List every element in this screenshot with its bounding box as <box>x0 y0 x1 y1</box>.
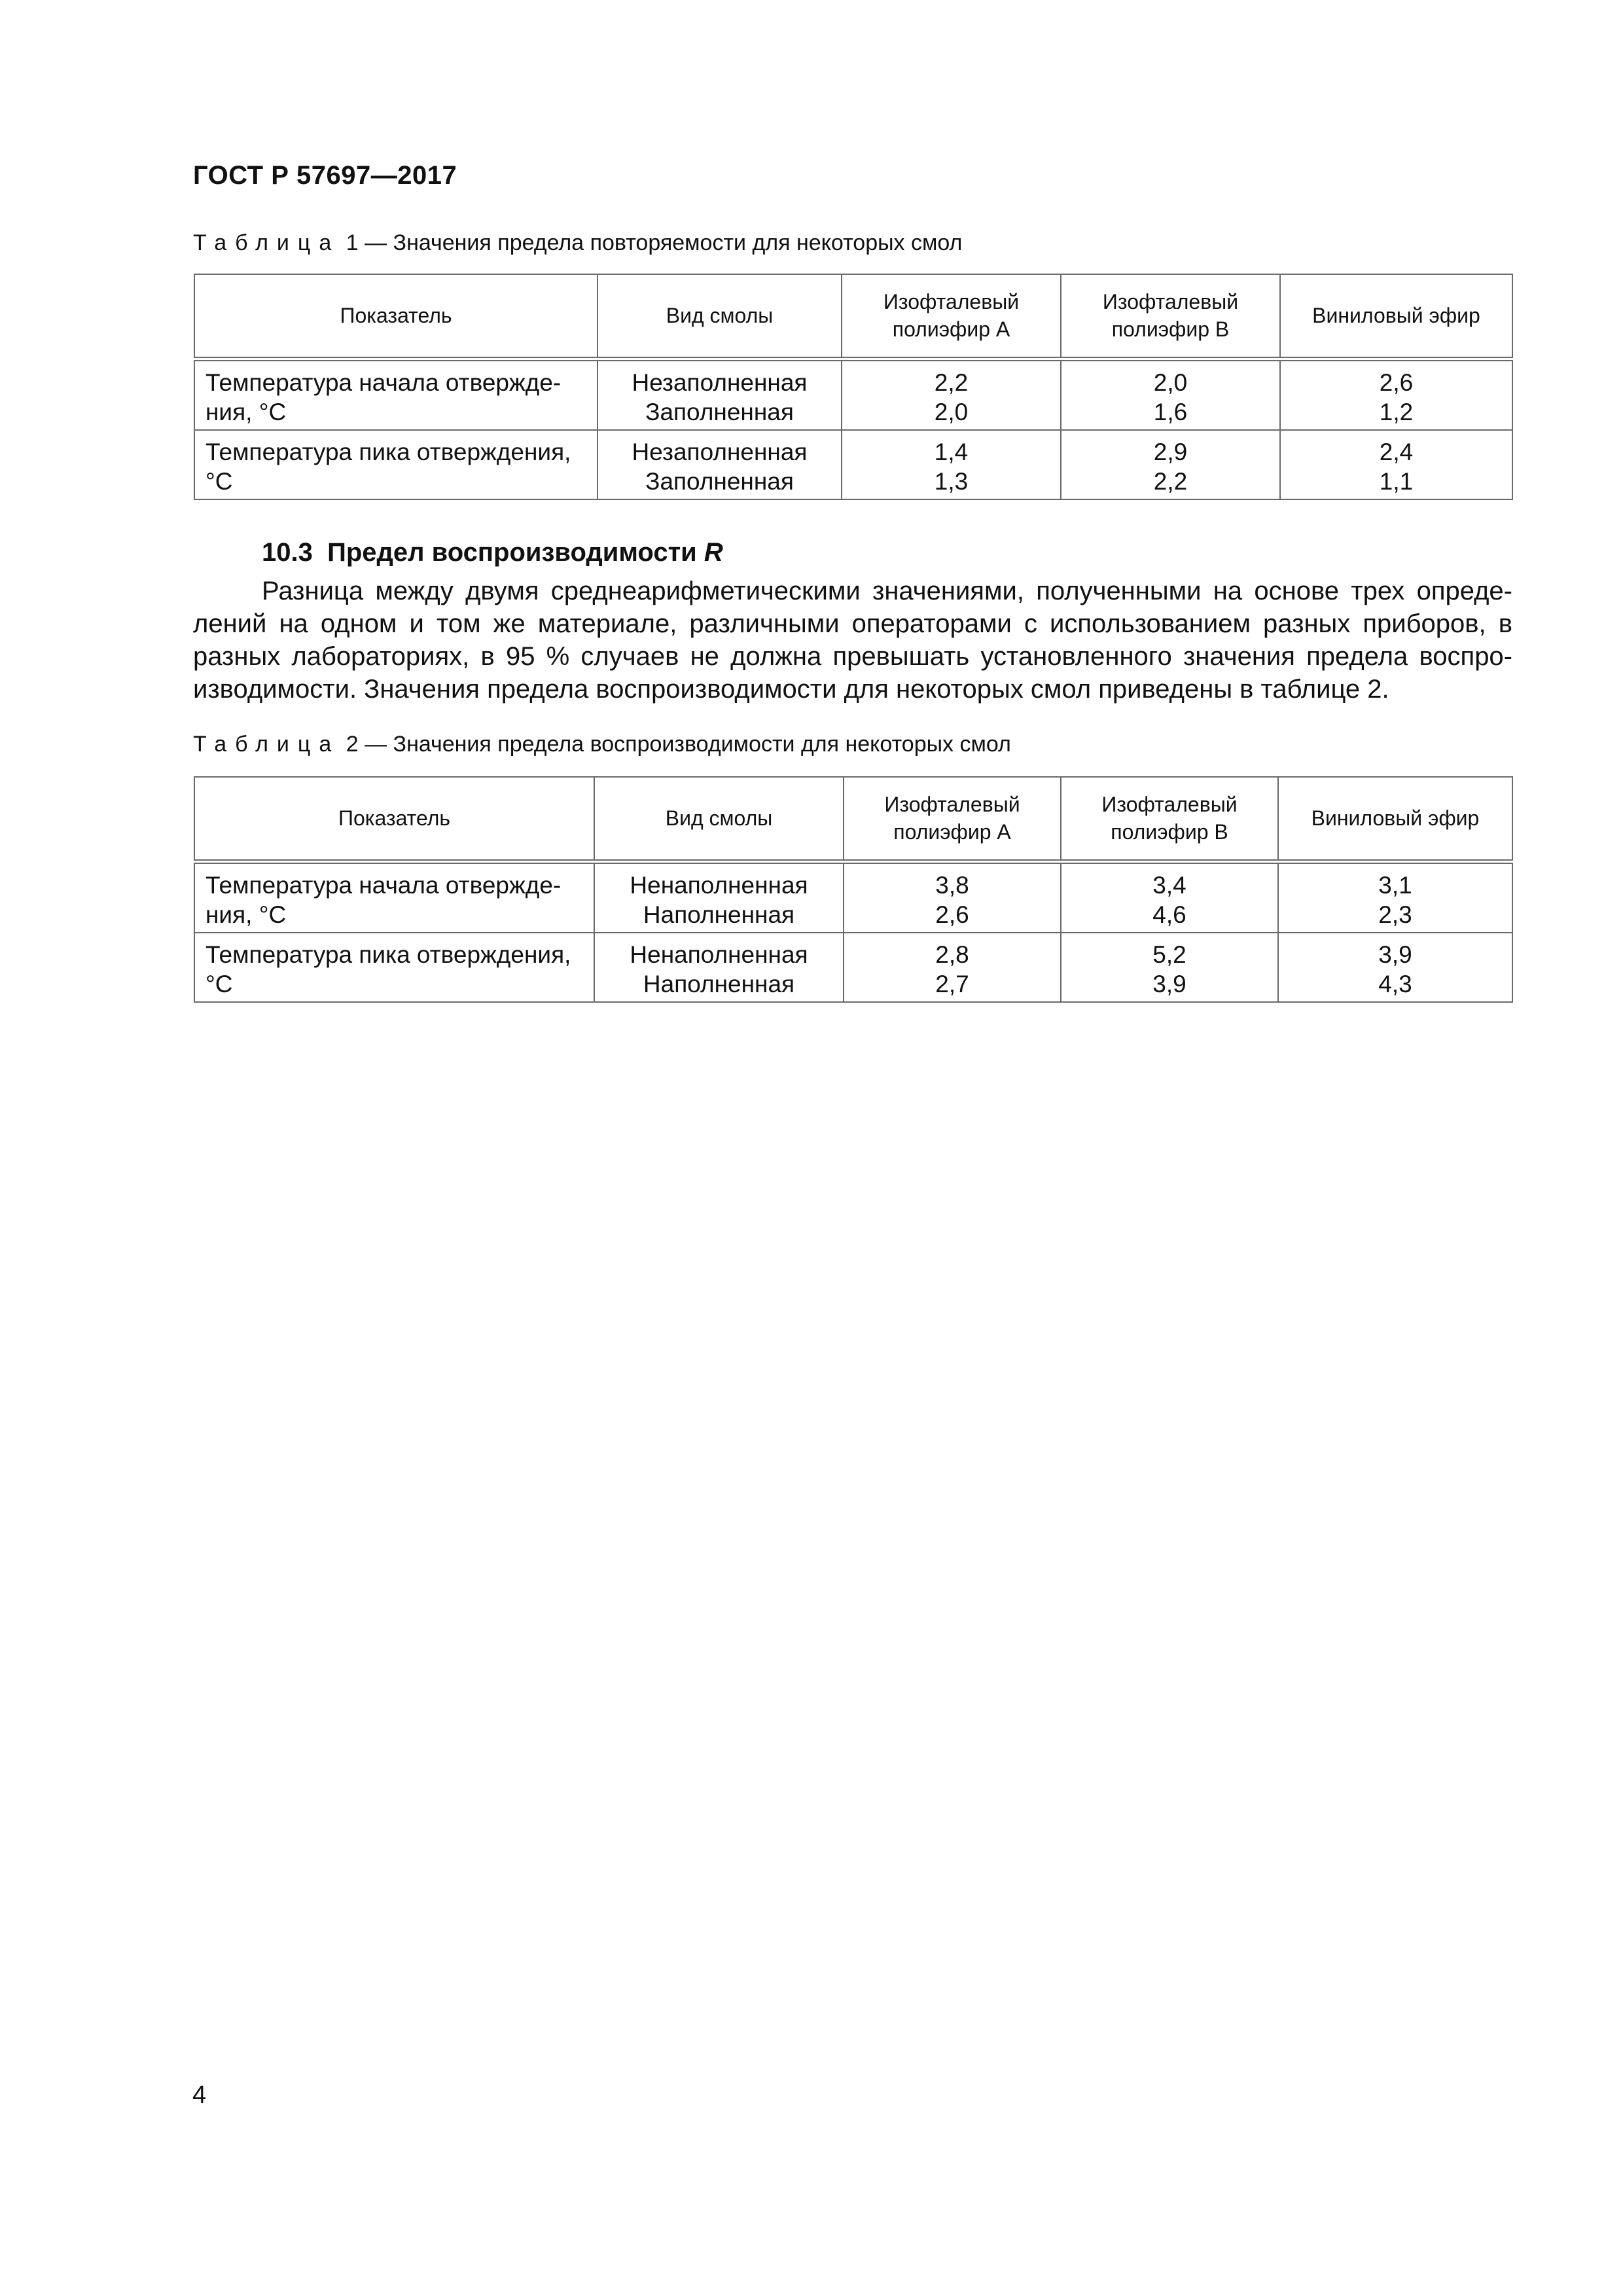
table1-caption-text: 1 — Значения предела повторяемости для некоторых смол <box>340 230 963 255</box>
table1-header-iso-b: Изофталевый полиэфир B <box>1061 274 1280 359</box>
table1-row2-vinyl: 2,4 1,1 <box>1280 430 1512 499</box>
table1-row1-indicator: Температура начала отвержде- ния, °С <box>194 359 597 431</box>
table2-row1-vinyl: 3,1 2,3 <box>1278 862 1512 933</box>
table2 <box>194 776 1513 1003</box>
table1-row1-iso-b: 2,0 1,6 <box>1061 359 1280 431</box>
table1-row1-vinyl: 2,6 1,2 <box>1280 359 1512 431</box>
table1-caption <box>193 230 962 256</box>
section-number: 10.3 <box>262 538 313 567</box>
table1-header-vinyl: Виниловый эфир <box>1280 274 1512 359</box>
table1 <box>194 274 1513 500</box>
paragraph-line: разных лабораториях, в 95 % случаев не должна превышать установленного значения предела воспро- <box>193 642 1512 671</box>
table1-header-row <box>194 274 1512 359</box>
table2-header-row <box>194 777 1512 862</box>
document-header: ГОСТ Р 57697—2017 <box>193 161 457 190</box>
section-symbol: R <box>704 538 723 567</box>
table-row <box>194 359 1512 431</box>
table1-row2-iso-b: 2,9 2,2 <box>1061 430 1280 499</box>
paragraph-line: изводимости. Значения предела воспроизводимости для некоторых смол приведены в таблице 2. <box>193 675 1389 704</box>
table1-header-indicator: Показатель <box>194 274 597 359</box>
section-paragraph <box>193 575 1512 706</box>
table2-row2-types: Ненаполненная Наполненная <box>594 933 844 1002</box>
table1-row1-iso-a: 2,2 2,0 <box>842 359 1061 431</box>
table2-row1-iso-a: 3,8 2,6 <box>844 862 1061 933</box>
table1-row2-indicator: Температура пика отверждения, °С <box>194 430 597 499</box>
section-title <box>262 538 723 567</box>
table-row <box>194 933 1512 1002</box>
page-number: 4 <box>192 2081 207 2109</box>
table2-caption-label: Таблица <box>193 732 340 757</box>
table2-row2-iso-b: 5,2 3,9 <box>1061 933 1278 1002</box>
table2-row1-types: Ненаполненная Наполненная <box>594 862 844 933</box>
table2-row1-indicator: Температура начала отвержде- ния, °С <box>194 862 594 933</box>
table1-caption-label: Таблица <box>193 230 340 255</box>
paragraph-line: Разница между двумя среднеарифметическими значениями, полученными на основе трех опреде- <box>262 577 1512 605</box>
paragraph-line: лений на одном и том же материале, различными операторами с использованием разных приборов, в <box>193 609 1512 638</box>
table1-row2-iso-a: 1,4 1,3 <box>842 430 1061 499</box>
table-row <box>194 430 1512 499</box>
table-row <box>194 862 1512 933</box>
table2-row1-iso-b: 3,4 4,6 <box>1061 862 1278 933</box>
section-title-text: Предел воспроизводимости <box>327 538 697 567</box>
table2-header-iso-a: Изофталевый полиэфир A <box>844 777 1061 862</box>
table1-row1-types: Незаполненная Заполненная <box>597 359 842 431</box>
table2-caption <box>193 732 1011 757</box>
table2-header-indicator: Показатель <box>194 777 594 862</box>
table2-header-resin-type: Вид смолы <box>594 777 844 862</box>
table2-row2-iso-a: 2,8 2,7 <box>844 933 1061 1002</box>
table2-header-vinyl: Виниловый эфир <box>1278 777 1512 862</box>
table2-caption-text: 2 — Значения предела воспроизводимости для некоторых смол <box>340 732 1011 757</box>
table1-header-resin-type: Вид смолы <box>597 274 842 359</box>
table1-header-iso-a: Изофталевый полиэфир A <box>842 274 1061 359</box>
table2-row2-indicator: Температура пика отверждения, °С <box>194 933 594 1002</box>
table2-row2-vinyl: 3,9 4,3 <box>1278 933 1512 1002</box>
table2-header-iso-b: Изофталевый полиэфир B <box>1061 777 1278 862</box>
table1-row2-types: Незаполненная Заполненная <box>597 430 842 499</box>
